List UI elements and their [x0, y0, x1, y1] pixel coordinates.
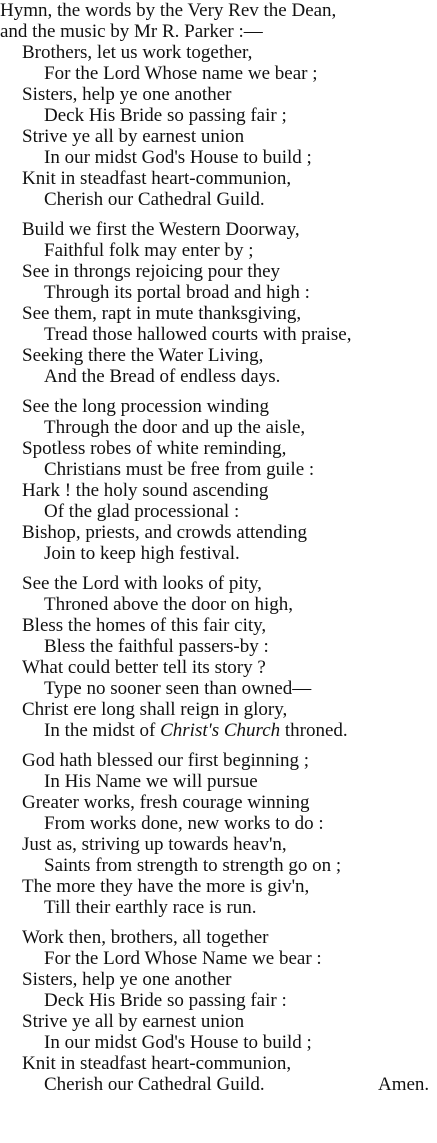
- stanza-line: Strive ye all by earnest union: [22, 1011, 245, 1032]
- intro-line-1: Hymn, the words by the Very Rev the Dean,: [0, 0, 337, 21]
- stanza-line: Strive ye all by earnest union: [22, 126, 245, 147]
- stanza-line: What could better tell its story ?: [22, 657, 266, 678]
- stanza-line: Bishop, priests, and crowds attending: [22, 522, 307, 543]
- stanza-line: In the midst of Christ's Church throned.: [44, 720, 348, 741]
- stanza-line: Christians must be free from guile :: [44, 459, 315, 480]
- stanza-line: Till their earthly race is run.: [44, 897, 257, 918]
- stanza-line: Bless the homes of this fair city,: [22, 615, 267, 636]
- stanza-line: Cherish our Cathedral Guild.: [44, 1074, 265, 1095]
- stanza-line: Greater works, fresh courage winning: [22, 792, 310, 813]
- stanza-line: Through its portal broad and high :: [44, 282, 310, 303]
- stanza-line: Bless the faithful passers-by :: [44, 636, 269, 657]
- stanza-line: See in throngs rejoicing pour they: [22, 261, 281, 282]
- stanza-line: Hark ! the holy sound ascending: [22, 480, 269, 501]
- stanza-line: Just as, striving up towards heav'n,: [22, 834, 287, 855]
- stanza-line: Christ ere long shall reign in glory,: [22, 699, 288, 720]
- stanza-line: See the long procession winding: [22, 396, 269, 417]
- stanza-line: Join to keep high festival.: [44, 543, 240, 564]
- stanza-line: Throned above the door on high,: [44, 594, 294, 615]
- stanza-line: From works done, new works to do :: [44, 813, 324, 834]
- stanza-line: Sisters, help ye one another: [22, 969, 232, 990]
- stanza-line: Deck His Bride so passing fair :: [44, 990, 287, 1011]
- stanza-line: Of the glad processional :: [44, 501, 240, 522]
- stanza-line: Faithful folk may enter by ;: [44, 240, 254, 261]
- stanza-line: See the Lord with looks of pity,: [22, 573, 262, 594]
- stanza-line: For the Lord Whose name we bear ;: [44, 63, 318, 84]
- stanza-line: Through the door and up the aisle,: [44, 417, 306, 438]
- stanza-line: Build we first the Western Doorway,: [22, 219, 300, 240]
- stanza-line: God hath blessed our first beginning ;: [22, 750, 310, 771]
- stanza-line: In our midst God's House to build ;: [44, 1032, 312, 1053]
- stanza-line: In His Name we will pursue: [44, 771, 258, 792]
- stanza-line: Knit in steadfast heart-communion,: [22, 1053, 292, 1074]
- stanza-line: For the Lord Whose Name we bear :: [44, 948, 322, 969]
- stanza-line: Knit in steadfast heart-communion,: [22, 168, 292, 189]
- stanza-line: Spotless robes of white reminding,: [22, 438, 287, 459]
- stanza-line: Saints from strength to strength go on ;: [44, 855, 342, 876]
- stanza-line: In our midst God's House to build ;: [44, 147, 312, 168]
- stanza-line: The more they have the more is giv'n,: [22, 876, 310, 897]
- stanza-line: Cherish our Cathedral Guild.: [44, 189, 265, 210]
- stanza-line: Seeking there the Water Living,: [22, 345, 264, 366]
- stanza-line: Brothers, let us work together,: [22, 42, 253, 63]
- intro-line-2: and the music by Mr R. Parker :—: [0, 21, 263, 42]
- italic-phrase: Christ's Church: [160, 720, 281, 741]
- stanza-line: Tread those hallowed courts with praise,: [44, 324, 352, 345]
- stanza-line: Work then, brothers, all together: [22, 927, 269, 948]
- stanza-line: Type no sooner seen than owned—: [44, 678, 312, 699]
- stanza-line: Sisters, help ye one another: [22, 84, 232, 105]
- amen-closing: Amen.: [378, 1074, 430, 1095]
- stanza-line: Deck His Bride so passing fair ;: [44, 105, 287, 126]
- stanza-line: See them, rapt in mute thanksgiving,: [22, 303, 302, 324]
- stanza-line: And the Bread of endless days.: [44, 366, 281, 387]
